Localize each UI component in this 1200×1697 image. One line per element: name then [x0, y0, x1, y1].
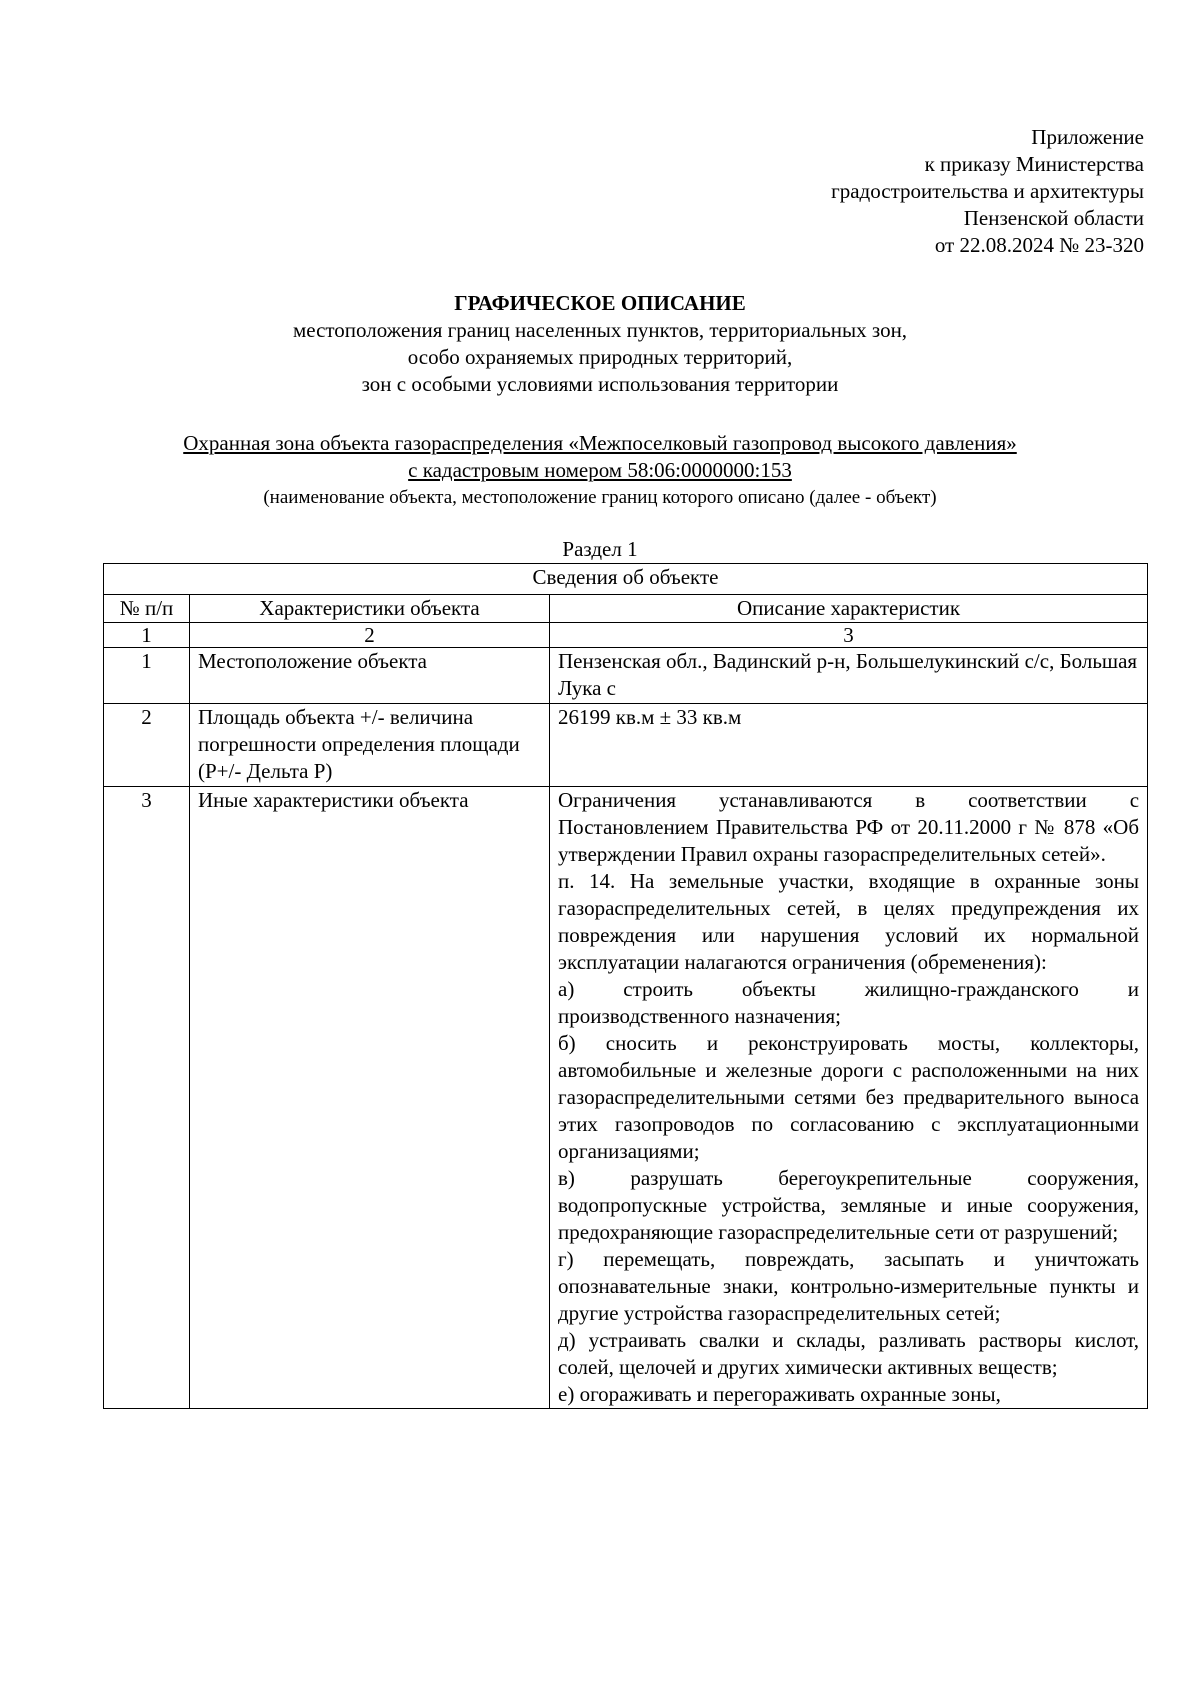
document-title-block [0, 290, 1200, 398]
description-paragraph: д) устраивать свалки и склады, разливать растворы кислот, солей, щелочей и других химически активных веществ; [558, 1328, 1140, 1379]
document-subtitle: особо охраняемых природных территорий, [407, 345, 793, 369]
column-number: 1 [104, 623, 190, 648]
appendix-date-number: от 22.08.2024 № 23-320 [934, 233, 1144, 257]
row-characteristic: Местоположение объекта [190, 648, 550, 704]
header-characteristic: Характеристики объекта [190, 595, 550, 623]
row-number: 3 [104, 787, 190, 1409]
table-column-numbers-row [104, 623, 1148, 648]
column-number: 2 [190, 623, 550, 648]
description-paragraph: п. 14. На земельные участки, входящие в охранные зоны газораспределительных сетей, в целях предупреждения их повреждения или нарушения условий их нормальной эксплуатации налагаются ограничения (обременения): [558, 869, 1140, 974]
object-name-note: (наименование объекта, местоположение границ которого описано (далее - объект) [263, 487, 937, 508]
row-number: 2 [104, 704, 190, 787]
document-subtitle: местоположения границ населенных пунктов, территориальных зон, [292, 318, 908, 342]
object-name-block [0, 430, 1200, 511]
row-description: Пензенская обл., Вадинский р-н, Большелукинский с/с, Большая Лука с [550, 648, 1148, 704]
table-row [104, 704, 1148, 787]
object-cadastral-number: с кадастровым номером 58:06:0000000:153 [408, 458, 792, 482]
row-characteristic: Иные характеристики объекта [190, 787, 550, 1409]
section-label: Раздел 1 [562, 537, 638, 561]
row-description [550, 787, 1148, 1409]
header-num: № п/п [104, 595, 190, 623]
table-row [104, 648, 1148, 704]
appendix-line: градостроительства и архитектуры [831, 179, 1144, 203]
description-paragraph: е) огораживать и перегораживать охранные зоны, [558, 1382, 1001, 1406]
appendix-line: Пензенской области [963, 206, 1144, 230]
description-paragraph: в) разрушать берегоукрепительные сооружения, водопропускные устройства, земляные и иные сооружения, предохраняющие газораспределительные сети от разрушений; [558, 1166, 1140, 1244]
header-description: Описание характеристик [550, 595, 1148, 623]
appendix-line: к приказу Министерства [924, 152, 1144, 176]
object-name: Охранная зона объекта газораспределения «Межпоселковый газопровод высокого давления» [183, 431, 1017, 455]
table-caption-row [104, 564, 1148, 595]
table-row [104, 787, 1148, 1409]
appendix-line: Приложение [1031, 125, 1144, 149]
description-paragraph: Ограничения устанавливаются в соответствии с Постановлением Правительства РФ от 20.11.2000 г № 878 «Об утверждении Правил охраны газораспределительных сетей». [558, 788, 1140, 866]
document-subtitle: зон с особыми условиями использования территории [361, 372, 839, 396]
table-caption: Сведения об объекте [104, 564, 1148, 595]
column-number: 3 [550, 623, 1148, 648]
object-info-table [103, 563, 1148, 1409]
description-paragraph: г) перемещать, повреждать, засыпать и уничтожать опознавательные знаки, контрольно-измерительные пункты и другие устройства газораспределительных сетей; [558, 1247, 1140, 1325]
description-paragraph: а) строить объекты жилищно-гражданского и производственного назначения; [558, 977, 1140, 1028]
row-characteristic: Площадь объекта +/- величина погрешности определения площади (Р+/- Дельта Р) [190, 704, 550, 787]
row-description: 26199 кв.м ± 33 кв.м [550, 704, 1148, 787]
document-title: ГРАФИЧЕСКОЕ ОПИСАНИЕ [454, 291, 746, 315]
row-number: 1 [104, 648, 190, 704]
table-header-row [104, 595, 1148, 623]
appendix-header [644, 124, 1144, 259]
description-paragraph: б) сносить и реконструировать мосты, коллекторы, автомобильные и железные дороги с расположенными на них газораспределительными сетями без предварительного выноса этих газопроводов по согласованию с эксплуатационными организациями; [558, 1031, 1140, 1163]
